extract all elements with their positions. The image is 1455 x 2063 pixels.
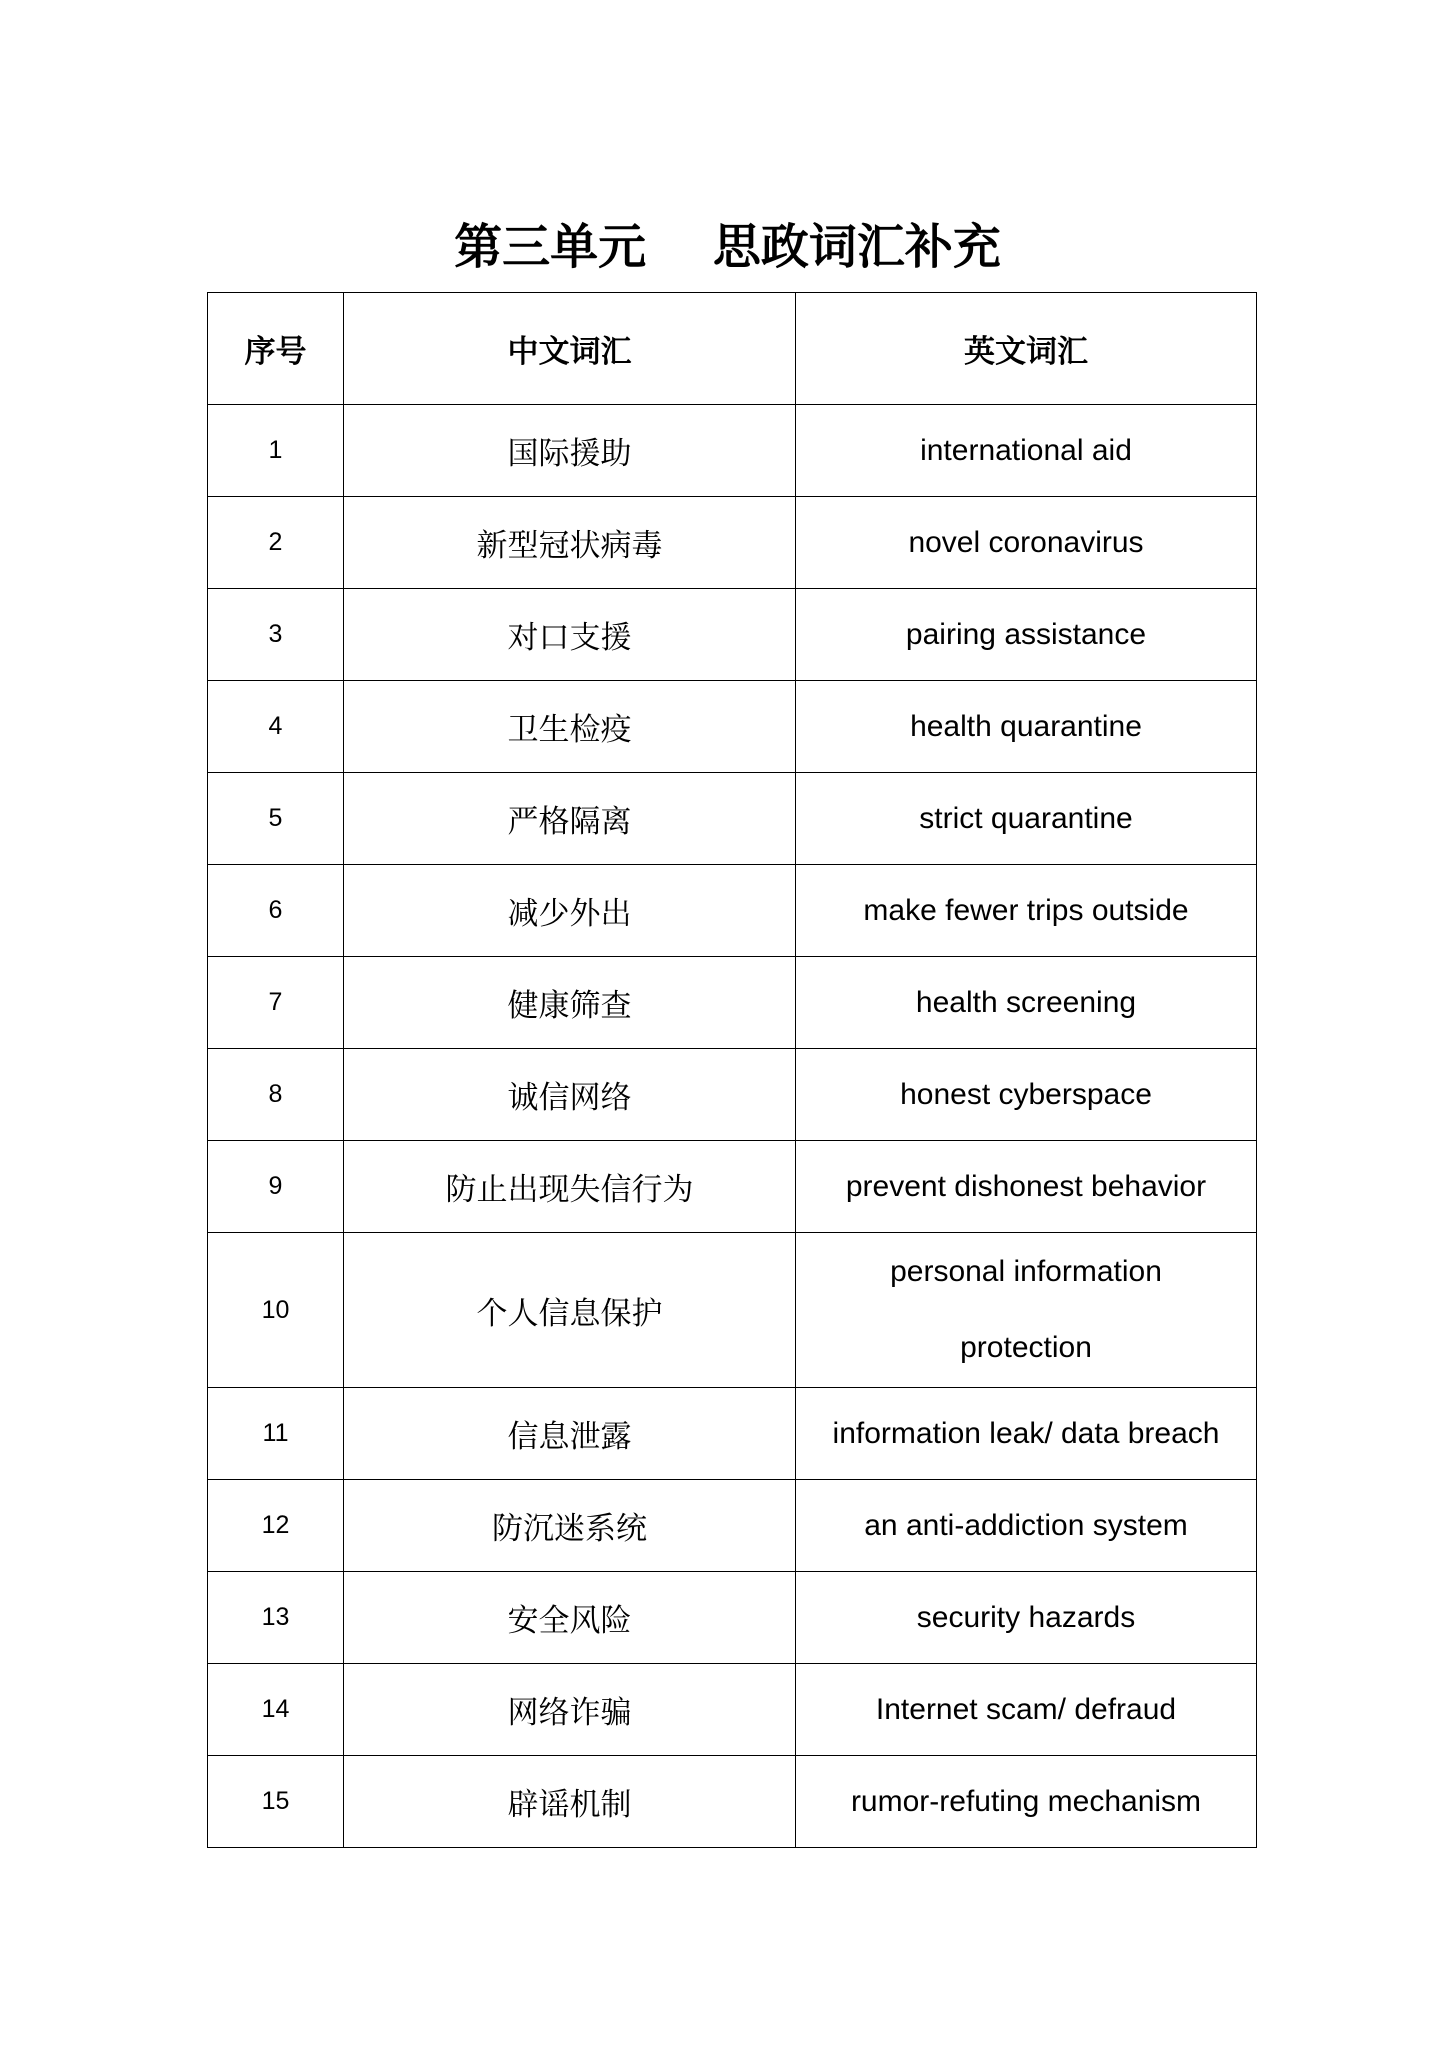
table-row: [208, 681, 1257, 773]
table-row: [208, 1049, 1257, 1141]
table-row: [208, 405, 1257, 497]
table-row: [208, 589, 1257, 681]
row-english-term: international aid: [796, 405, 1257, 497]
row-index: 3: [208, 589, 344, 681]
vocabulary-table: [207, 292, 1257, 1848]
row-english-term: novel coronavirus: [796, 497, 1257, 589]
row-english-term: security hazards: [796, 1572, 1257, 1664]
table-header-row: [208, 293, 1257, 405]
table-row: [208, 773, 1257, 865]
row-english-term: honest cyberspace: [796, 1049, 1257, 1141]
table-row: [208, 497, 1257, 589]
row-index: 10: [208, 1233, 344, 1388]
row-index: 13: [208, 1572, 344, 1664]
row-chinese-term: 辟谣机制: [344, 1756, 796, 1848]
table-row: [208, 1388, 1257, 1480]
row-chinese-term: 网络诈骗: [344, 1664, 796, 1756]
row-index: 5: [208, 773, 344, 865]
row-english-term: personal information protection: [796, 1233, 1257, 1388]
row-chinese-term: 信息泄露: [344, 1388, 796, 1480]
page-title: 第三单元 思政词汇补充: [454, 219, 1001, 276]
header-index: 序号: [208, 293, 344, 405]
row-index: 2: [208, 497, 344, 589]
row-chinese-term: 防止出现失信行为: [344, 1141, 796, 1233]
table-row: [208, 957, 1257, 1049]
table-row: [208, 1572, 1257, 1664]
table-row: [208, 1664, 1257, 1756]
row-english-term: Internet scam/ defraud: [796, 1664, 1257, 1756]
row-chinese-term: 卫生检疫: [344, 681, 796, 773]
row-chinese-term: 国际援助: [344, 405, 796, 497]
row-english-term: make fewer trips outside: [796, 865, 1257, 957]
row-english-term: health quarantine: [796, 681, 1257, 773]
row-english-term: strict quarantine: [796, 773, 1257, 865]
header-chinese: 中文词汇: [344, 293, 796, 405]
row-index: 11: [208, 1388, 344, 1480]
row-chinese-term: 严格隔离: [344, 773, 796, 865]
row-chinese-term: 减少外出: [344, 865, 796, 957]
row-english-term: an anti-addiction system: [796, 1480, 1257, 1572]
row-index: 14: [208, 1664, 344, 1756]
row-index: 6: [208, 865, 344, 957]
row-english-term: rumor-refuting mechanism: [796, 1756, 1257, 1848]
table-row: [208, 1480, 1257, 1572]
row-english-term: prevent dishonest behavior: [796, 1141, 1257, 1233]
row-chinese-term: 诚信网络: [344, 1049, 796, 1141]
table-row: [208, 1141, 1257, 1233]
row-chinese-term: 健康筛查: [344, 957, 796, 1049]
row-chinese-term: 防沉迷系统: [344, 1480, 796, 1572]
row-chinese-term: 个人信息保护: [344, 1233, 796, 1388]
table-row: [208, 865, 1257, 957]
row-english-term: information leak/ data breach: [796, 1388, 1257, 1480]
table-row: [208, 1233, 1257, 1388]
row-index: 12: [208, 1480, 344, 1572]
header-english: 英文词汇: [796, 293, 1257, 405]
row-index: 7: [208, 957, 344, 1049]
row-index: 8: [208, 1049, 344, 1141]
row-index: 1: [208, 405, 344, 497]
row-chinese-term: 新型冠状病毒: [344, 497, 796, 589]
row-index: 9: [208, 1141, 344, 1233]
row-chinese-term: 对口支援: [344, 589, 796, 681]
row-index: 4: [208, 681, 344, 773]
row-chinese-term: 安全风险: [344, 1572, 796, 1664]
row-index: 15: [208, 1756, 344, 1848]
row-english-term: health screening: [796, 957, 1257, 1049]
row-english-term: pairing assistance: [796, 589, 1257, 681]
table-row: [208, 1756, 1257, 1848]
